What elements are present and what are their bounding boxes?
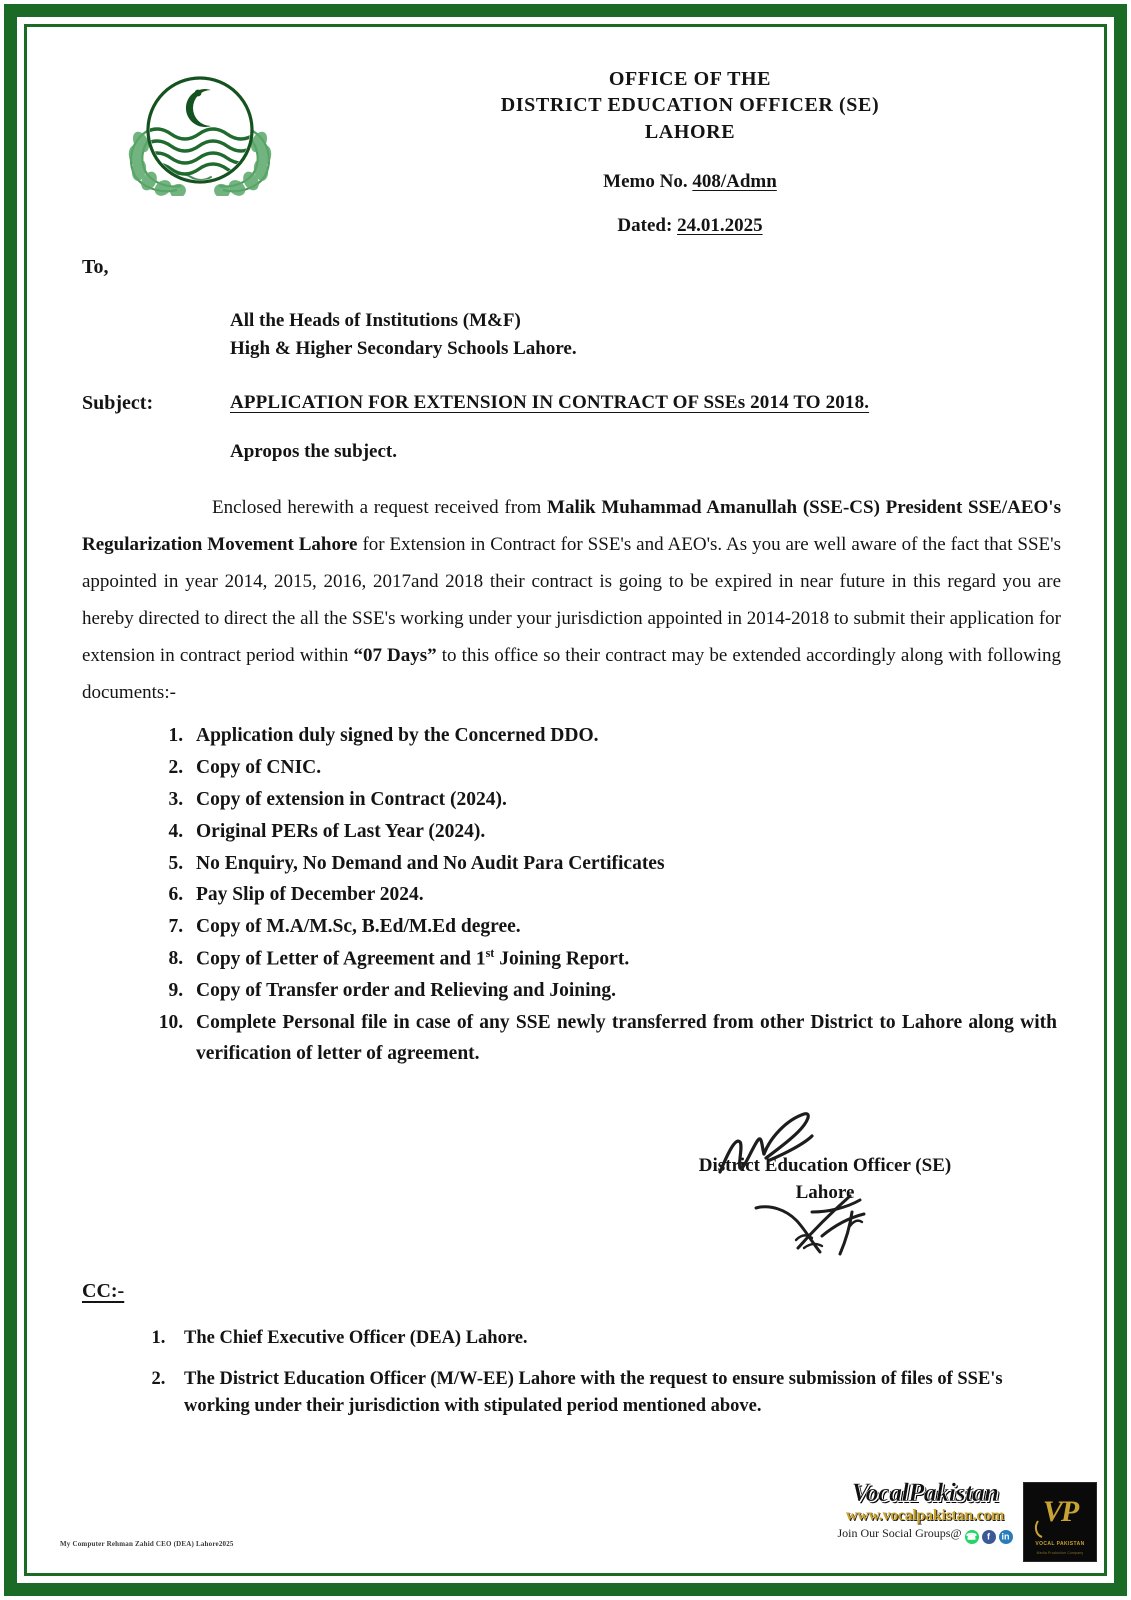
memo-date-value: 24.01.2025 — [677, 215, 763, 237]
subject-label: Subject: — [82, 392, 154, 415]
body-paragraph-bold-2: “07 Days” — [353, 645, 437, 667]
subject-row — [82, 392, 1071, 415]
whatsapp-icon[interactable] — [965, 1530, 979, 1544]
letter-body — [30, 256, 1101, 1420]
list-item: 5. No Enquiry, No Demand and No Audit Para Certificates — [188, 849, 1071, 880]
signatory-title-line-1: District Education Officer (SE) — [698, 1154, 952, 1176]
office-title-line-1: OFFICE OF THE — [608, 68, 772, 90]
subject-value: APPLICATION FOR EXTENSION IN CONTRACT OF SSEs 2014 TO 2018. — [230, 392, 870, 414]
cc-list — [60, 1325, 1071, 1420]
cc-section — [60, 1240, 1071, 1420]
list-item: 10. Complete Personal file in case of any SSE newly transferred from other District to Lahore along with verification of letter of agreement. — [188, 1008, 1071, 1070]
office-title-line-3: LAHORE — [644, 120, 736, 143]
linkedin-icon[interactable] — [999, 1530, 1013, 1544]
badge-monogram: VP — [1042, 1495, 1078, 1528]
list-item: 3. Copy of extension in Contract (2024). — [188, 785, 1071, 816]
list-item — [188, 944, 1071, 975]
signatory-title — [645, 1152, 1005, 1207]
addressee-line-2: High & Higher Secondary Schools Lahore. — [230, 337, 577, 359]
badge-brand-text: VOCAL PAKISTAN — [1035, 1541, 1085, 1547]
body-paragraph-bold-1: Malik Muhammad Amanullah (SSE-CS) President SSE/AEO's Regularization Movement Lahore — [82, 497, 1061, 556]
to-label: To, — [82, 256, 109, 278]
addressee-line-1: All the Heads of Institutions (M&F) — [230, 310, 521, 331]
list-item: 4. Original PERs of Last Year (2024). — [188, 817, 1071, 848]
list-item: 6. Pay Slip of December 2024. — [188, 880, 1071, 911]
body-paragraph-part-1: Enclosed herewith a request received from — [212, 497, 548, 519]
office-title-line-2: DISTRICT EDUCATION OFFICER (SE) — [500, 94, 880, 117]
memo-number-row — [330, 171, 1050, 193]
watermark-website-url: www.vocalpakistan.com — [845, 1507, 1005, 1524]
body-paragraph — [82, 489, 1061, 711]
body-paragraph-part-2: for Extension in Contract for SSE's and AEO's. As you are well aware of the fact that SSE's appointed in year 2014, 2015, 2016, 2017and 2018 their contract is going to be expired in near future in this regard you are hereby directed to direct the all the SSE's working under your jurisdiction appointed in 2014-2018 to submit their application for extension in contract period within — [82, 534, 1061, 667]
cc-heading: CC:- — [82, 1279, 125, 1302]
list-item: 1. Application duly signed by the Concerned DDO. — [188, 721, 1071, 752]
memo-number-value: 408/Admn — [692, 171, 777, 193]
vocal-pakistan-watermark — [827, 1476, 1097, 1562]
watermark-brand-title: VocalPakistan — [851, 1478, 999, 1507]
office-title-block — [330, 66, 1050, 237]
ordinal-suffix: st — [485, 945, 495, 960]
apropos-line: Apropos the subject. — [230, 441, 397, 463]
list-item: 2. Copy of CNIC. — [188, 753, 1071, 784]
list-item: 2. The District Education Officer (M/W-EE) Lahore with the request to ensure submission of files of SSE's working under their jurisdiction with stipulated period mentioned above. — [170, 1366, 1071, 1420]
watermark-text-column — [827, 1476, 1023, 1544]
government-of-punjab-emblem-icon — [115, 68, 285, 196]
watermark-social-line — [827, 1526, 1023, 1544]
list-item-text-before: Copy of Letter of Agreement and 1 — [196, 948, 486, 970]
memo-date-row — [330, 215, 1050, 237]
signatory-title-line-2: Lahore — [795, 1182, 855, 1204]
list-item: 7. Copy of M.A/M.Sc, B.Ed/M.Ed degree. — [188, 912, 1071, 943]
vocal-pakistan-logo-badge — [1023, 1482, 1097, 1562]
list-item-text-after: Joining Report. — [494, 948, 630, 970]
list-item: 9. Copy of Transfer order and Relieving and Joining. — [188, 976, 1071, 1007]
whatsapp-glyph: ☎ — [965, 1531, 978, 1542]
footer-typist-note: My Computer Rehman Zahid CEO (DEA) Lahore2025 — [60, 1540, 234, 1548]
required-documents-list — [60, 721, 1071, 1069]
linkedin-glyph: in — [1001, 1531, 1010, 1542]
document-sheet — [30, 30, 1101, 1570]
facebook-glyph: f — [987, 1531, 991, 1542]
watermark-social-icons — [962, 1529, 1013, 1544]
badge-tagline: Media Production Company — [1036, 1551, 1084, 1555]
memo-date-label: Dated: — [617, 215, 673, 237]
memo-number-label: Memo No. — [603, 171, 688, 193]
addressee-block — [230, 307, 1071, 362]
signature-block — [60, 1110, 1071, 1240]
facebook-icon[interactable] — [982, 1530, 996, 1544]
letter-header — [30, 30, 1101, 237]
list-item: 1. The Chief Executive Officer (DEA) Lahore. — [170, 1325, 1071, 1352]
body-paragraph-part-3: to this office so their contract may be extended accordingly along with following documents:- — [82, 645, 1061, 704]
watermark-join-text: Join Our Social Groups@ — [837, 1526, 962, 1540]
letter-footer — [30, 1474, 1101, 1570]
